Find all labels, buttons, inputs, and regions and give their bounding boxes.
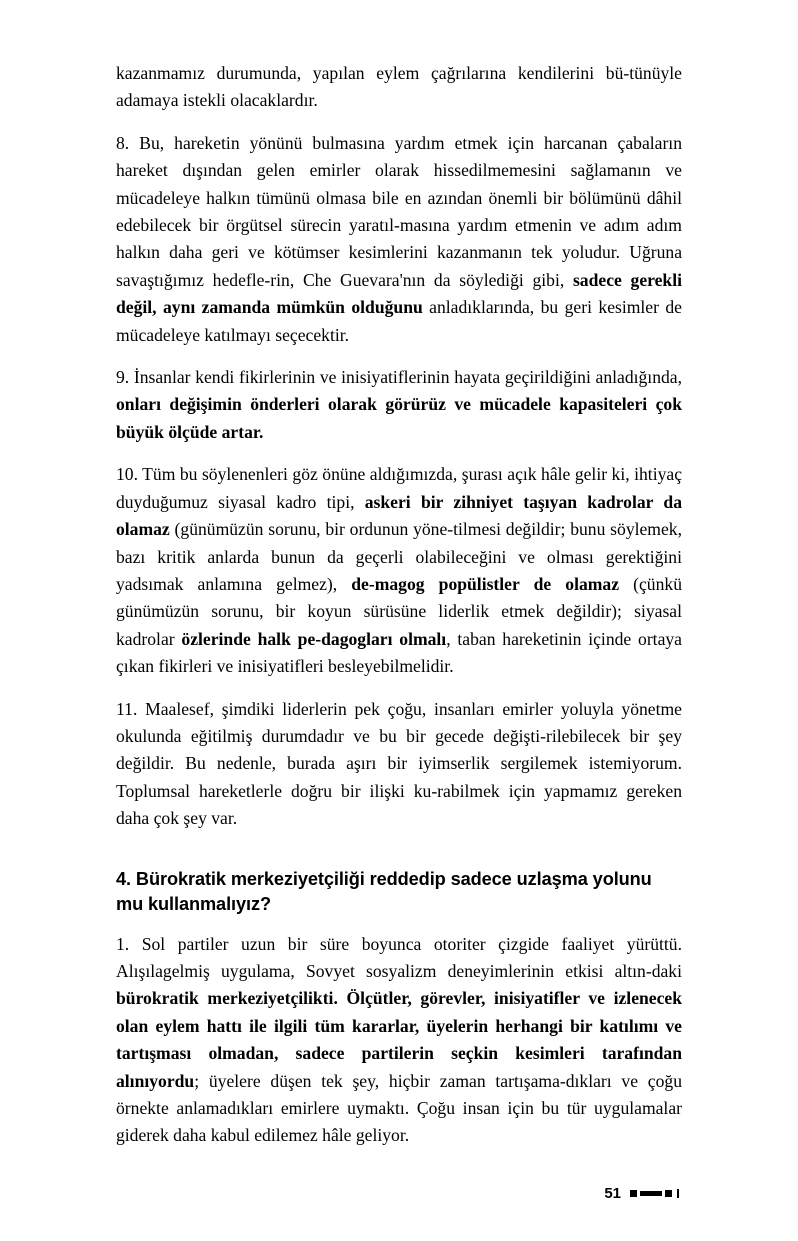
page-number: 51 xyxy=(604,1185,621,1202)
paragraph-section-1: 1. Sol partiler uzun bir süre boyunca otoriter çizgide faaliyet yürüttü. Alışılagelmiş uygulama, Sovyet sosyalizm deneyimlerinin etkisi altın-daki bürokratik merkeziyetçilikti. Ölçütler, görevler, inisiyatifler ve izlenecek olan eylem hattı ile ilgili tüm kararlar, üyelerin herhangi bir katılımı ve tartışması olmadan, sadece partilerin seçkin kesimleri tarafından alınıyordu; üyelere düşen tek şey, hiçbir zaman tartışama-dıkları ve çoğu örnekte anlamadıkları emirlere uymaktı. Çoğu insan için bu tür uygulamalar giderek daha kabul edilemez hâle geliyor. xyxy=(116,933,682,1146)
paragraph-9: 9. İnsanlar kendi fikirlerinin ve inisiyatiflerinin hayata geçirildiğini anladığında, onları değişimin önderleri olarak görürüz ve mücadele kapasiteleri çok büyük ölçüde artar. xyxy=(116,367,682,442)
paragraph-carryover: kazanmamız durumunda, yapılan eylem çağrılarına kendilerini bü-tünüyle adamaya istekli olacaklardır. xyxy=(116,63,682,111)
paragraph-10: 10. Tüm bu söylenenleri göz önüne aldığımızda, şurası açık hâle gelir ki, ihtiyaç duyduğumuz siyasal kadro tipi, askeri bir zihniyet taşıyan kadrolar da olamaz (günümüzün sorunu, bir ordunun yöne-tilmesi değildir; bunu söylemek, bazı kritik anlarda bunun da geçerli olabileceğini ve olması gerektiğini yadsımak anlamına gelmez), de-magog popülistler de olamaz (çünkü günümüzün sorunu, bir koyun sürüsüne liderlik etmek değildir); siyasal kadrolar özlerinde halk pe-dagogları olmalı, taban hareketinin içinde ortaya çıkan fikirleri ve inisiyatifleri besleyebilmelidir. xyxy=(116,464,682,677)
section-heading-wrap xyxy=(116,867,682,917)
page-body xyxy=(116,60,682,1150)
paragraph-11: 11. Maalesef, şimdiki liderlerin pek çoğu, insanları emirler yoluyla yönetme okulunda eğitilmiş durumdadır ve bu bir gecede değişti-rilebilecek bir şey değildir. Bu nedenle, burada aşırı bir iyimserlik sergilemek istemiyorum. Toplumsal hareketlerle doğru bir ilişki ku-rabilmek için yapmamız gereken daha çok şey var. xyxy=(116,698,682,829)
footer-ornament-icon xyxy=(630,1189,682,1200)
paragraph-8: 8. Bu, hareketin yönünü bulmasına yardım etmek için harcanan çabaların hareket dışından gelen emirler olarak hissedilmemesini sağlamanın ve mücadeleye halkın tümünü olmasa bile en azından önemli bir bölümünü dâhil edebilecek bir örgütsel sürecin yaratıl-masına yardım etmenin ve adım adım halkın daha geri ve kötümser kesimlerini kazanmanın tek yoludur. Uğruna savaştığımız hedefle-rin, Che Guevara'nın da söylediği gibi, sadece gerekli değil, aynı zamanda mümkün olduğunu anladıklarında, bu geri kesimler de mücadeleye katılmayı seçecektir. xyxy=(116,132,682,345)
page-footer xyxy=(116,1185,682,1207)
section-heading: 4. Bürokratik merkeziyetçiliği reddedip sadece uzlaşma yolunu mu kullanmalıyız? xyxy=(116,868,652,914)
